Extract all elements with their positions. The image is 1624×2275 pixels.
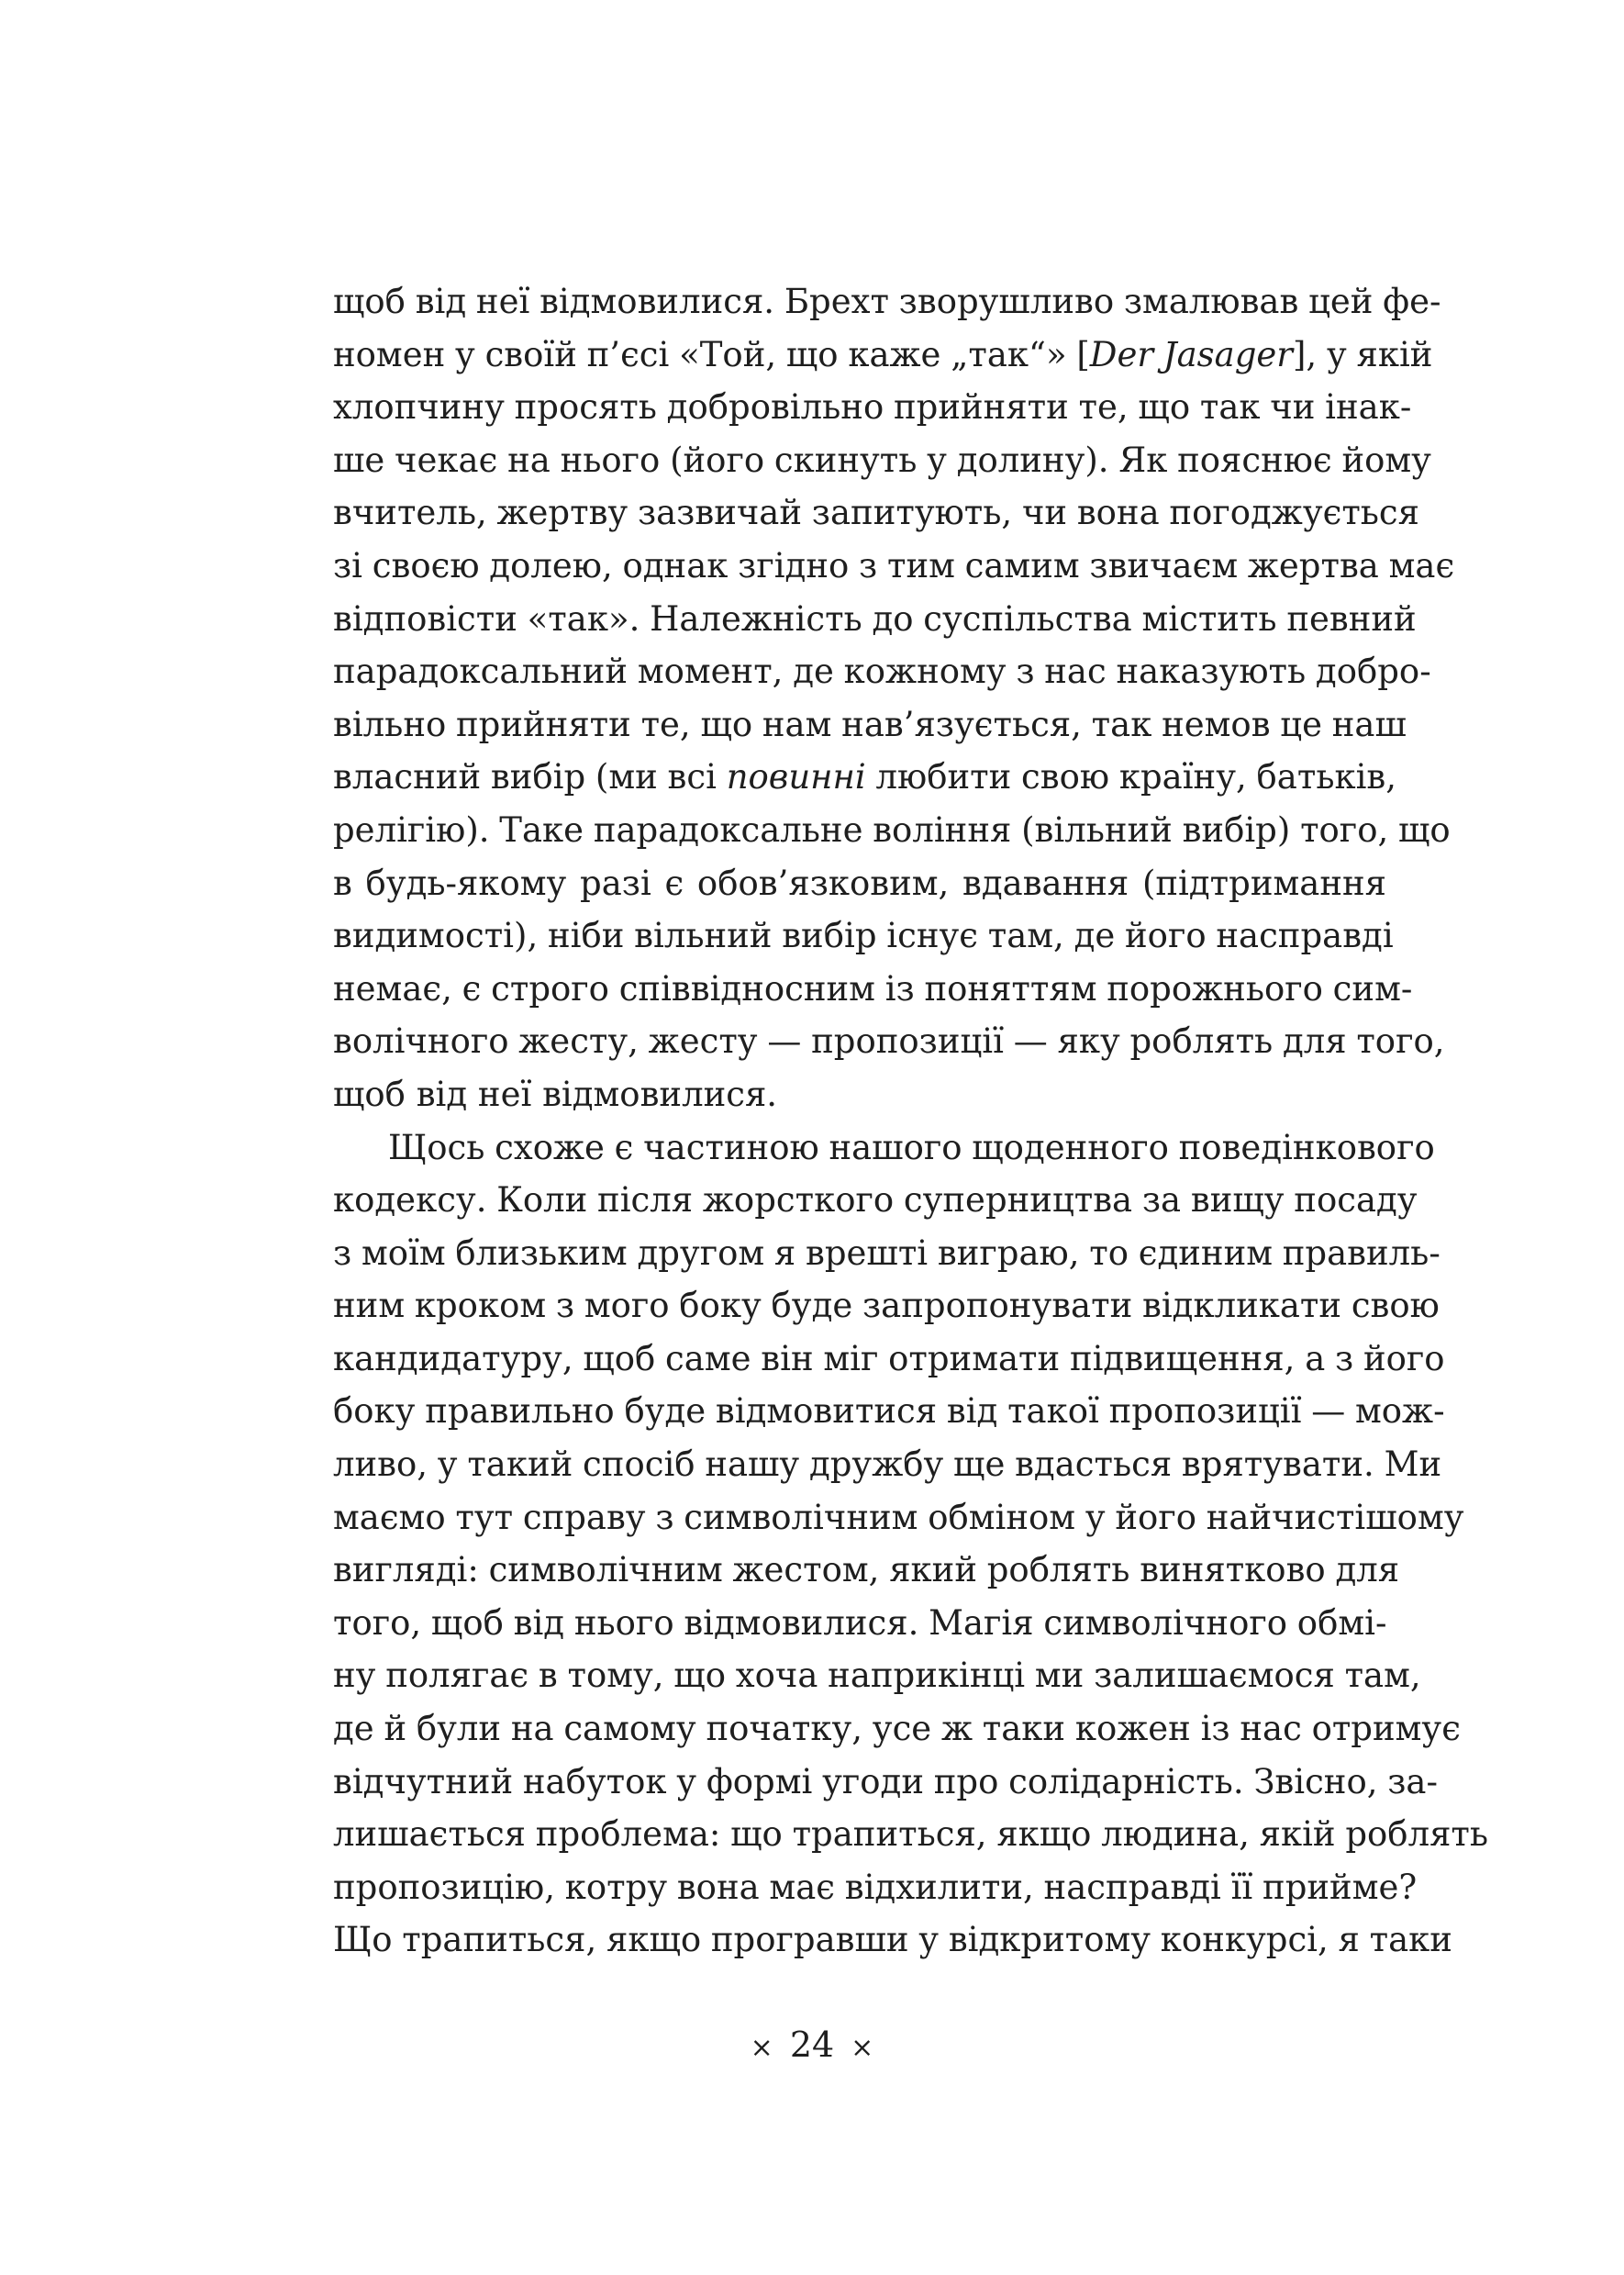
text-segment: номен у своїй п’єсі «Той, що каже „так“» [ bbox=[333, 334, 1090, 374]
text-line: в будь-якому разі є обов’язковим, вдавання (підтримання bbox=[333, 863, 1386, 903]
text-line bbox=[333, 751, 1397, 804]
text-line: вільно прийняти те, що нам нав’язується, так немов це наш bbox=[333, 704, 1407, 744]
text-line: ше чекає на нього (його скинуть у долину). Як пояснює йому bbox=[333, 440, 1431, 480]
text-line: хлопчину просять добровільно прийняти те, що так чи інак- bbox=[333, 387, 1412, 428]
text-line: того, щоб від нього відмовилися. Магія символічного обмі- bbox=[333, 1602, 1387, 1643]
text-line: з моїм близьким другом я врешті виграю, то єдиним правиль- bbox=[333, 1232, 1440, 1273]
text-line: видимості), ніби вільний вибір існує там, де його насправді bbox=[333, 916, 1394, 956]
text-line: щоб від неї відмовилися. Брехт зворушливо змалював цей фе- bbox=[333, 282, 1441, 321]
folio-ornament-right: × bbox=[851, 2032, 874, 2064]
text-line: кандидатуру, щоб саме він міг отримати підвищення, а з його bbox=[333, 1338, 1445, 1378]
text-segment: ], у якій bbox=[1293, 334, 1433, 374]
italic-title: Der Jasager bbox=[1089, 334, 1293, 374]
text-line: парадоксальний момент, де кожному з нас наказують добро- bbox=[333, 652, 1431, 692]
text-line: лишається проблема: що трапиться, якщо людина, якій роблять bbox=[333, 1814, 1489, 1855]
text-line: немає, є строго співвідносним із поняттям порожнього сим- bbox=[333, 968, 1413, 1009]
text-line: відповісти «так». Належність до суспільства містить певний bbox=[333, 598, 1417, 639]
text-line: вигляді: символічним жестом, який роблять винятково для bbox=[333, 1550, 1400, 1590]
text-line: маємо тут справу з символічним обміном у його найчистішому bbox=[333, 1497, 1464, 1537]
text-line: Що трапиться, якщо програвши у відкритому конкурсі, я таки bbox=[333, 1920, 1452, 1960]
text-line bbox=[333, 329, 1433, 382]
text-segment: любити свою країну, батьків, bbox=[865, 757, 1397, 797]
text-line: пропозицію, котру вона має відхилити, насправді її прийме? bbox=[333, 1867, 1418, 1907]
text-line: щоб від неї відмовилися. bbox=[333, 1074, 778, 1114]
text-line: відчутний набуток у формі угоди про солідарність. Звісно, за- bbox=[333, 1761, 1438, 1801]
folio-ornament-left: × bbox=[750, 2032, 773, 2064]
text-line: волічного жесту, жесту — пропозиції — яку роблять для того, bbox=[333, 1021, 1445, 1062]
text-line: де й були на самому початку, усе ж таки кожен із нас отримує bbox=[333, 1709, 1461, 1749]
page-number: 24 bbox=[789, 2024, 835, 2065]
text-line: релігію). Таке парадоксальне воління (вільний вибір) того, що bbox=[333, 809, 1451, 850]
text-line: ним кроком з мого боку буде запропонувати відкликати свою bbox=[333, 1286, 1440, 1326]
paragraph-first-line: Щось схоже є частиною нашого щоденного поведінкового bbox=[388, 1127, 1435, 1167]
text-line: ну полягає в тому, що хоча наприкінці ми залишаємося там, bbox=[333, 1656, 1421, 1696]
text-line: ливо, у такий спосіб нашу дружбу ще вдасться врятувати. Ми bbox=[333, 1444, 1442, 1485]
page-body-text bbox=[333, 275, 1489, 1967]
text-line: зі своєю долею, однак згідно з тим самим звичаєм жертва має bbox=[333, 545, 1455, 585]
italic-emphasis: повинні bbox=[726, 757, 866, 797]
page-number-footer bbox=[0, 2022, 1624, 2071]
text-segment: власний вибір (ми всі bbox=[333, 757, 727, 797]
text-line: боку правильно буде відмовитися від такої пропозиції — мож- bbox=[333, 1391, 1445, 1432]
text-line: вчитель, жертву зазвичай запитують, чи вона погоджується bbox=[333, 493, 1419, 533]
text-line: кодексу. Коли після жорсткого суперництва за вищу посаду bbox=[333, 1180, 1418, 1221]
